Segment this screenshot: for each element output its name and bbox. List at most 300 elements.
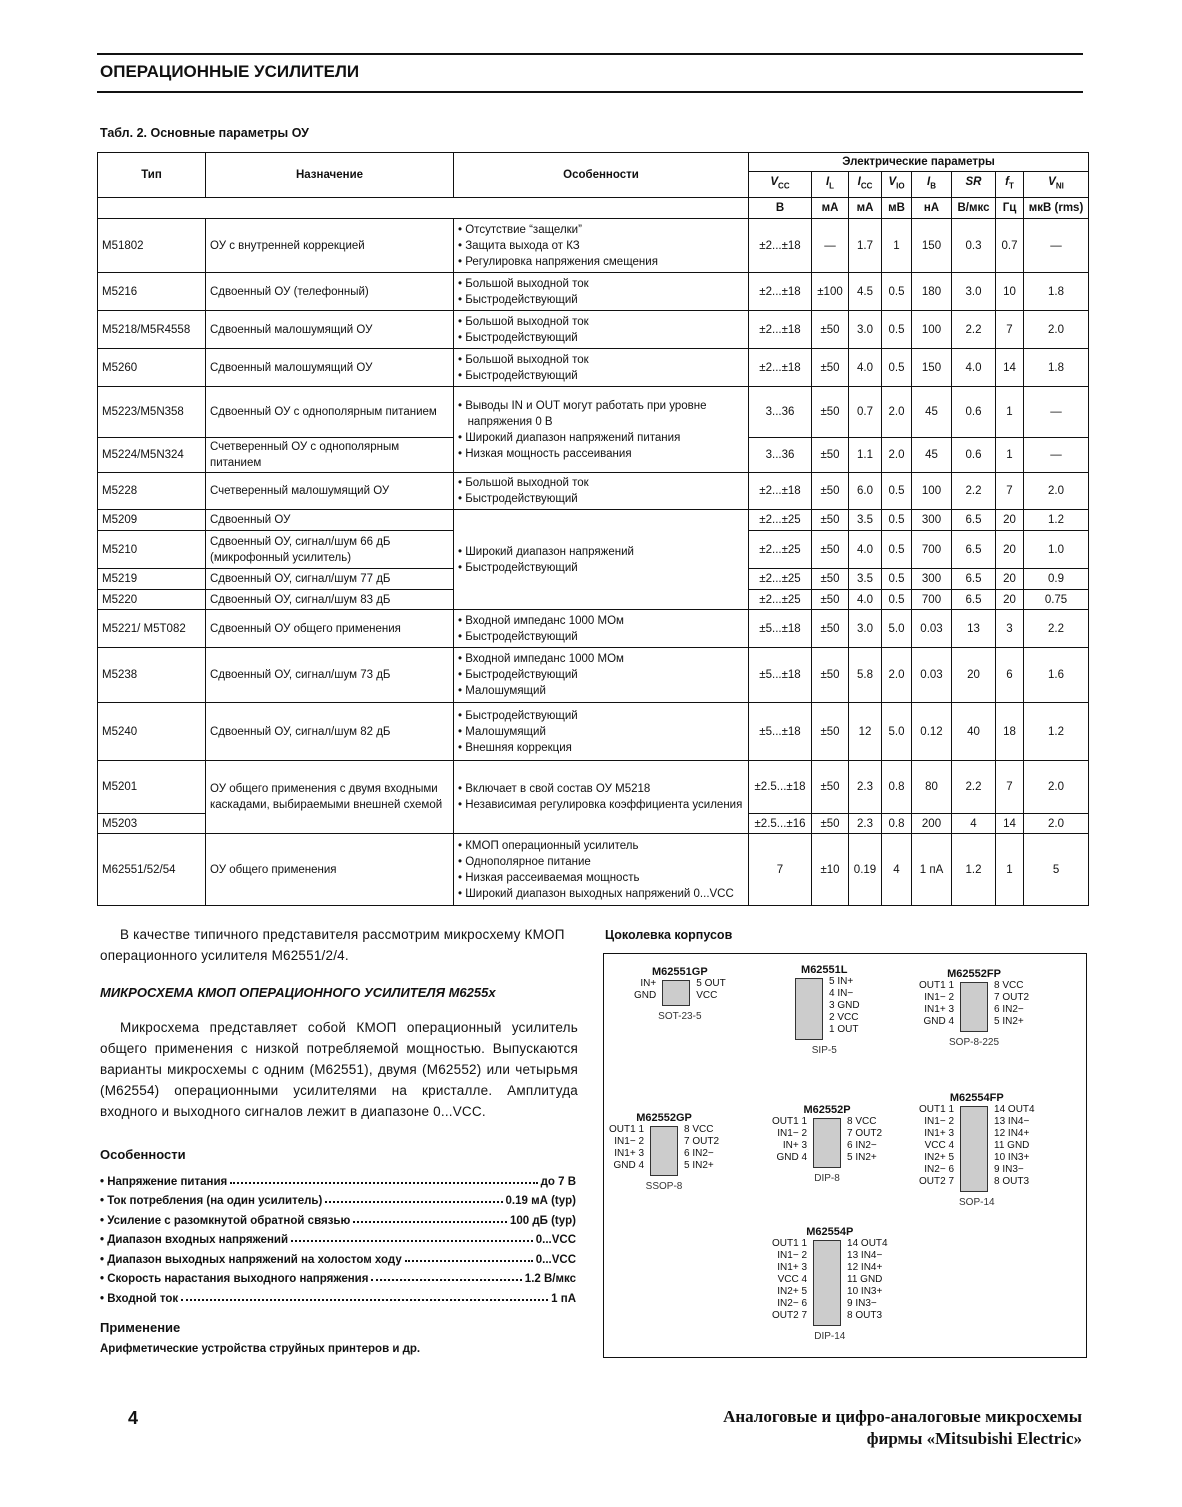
cell-param: ±50 bbox=[812, 438, 849, 473]
feature-line: • Диапазон входных напряжений 0...VCC bbox=[100, 1234, 576, 1246]
cell-purpose: ОУ с внутренней коррекцией bbox=[206, 219, 454, 273]
cell-param: 0.5 bbox=[882, 311, 912, 349]
cell-type: M5201 bbox=[98, 761, 206, 814]
top-rule bbox=[97, 53, 1083, 55]
page-number: 4 bbox=[128, 1408, 139, 1428]
cell-features bbox=[454, 648, 749, 703]
cell-param: ±50 bbox=[812, 590, 849, 610]
param-unit: мА bbox=[812, 198, 849, 219]
pin-label: IN2+ 5 bbox=[924, 1152, 955, 1163]
pin-label: OUT1 1 bbox=[772, 1116, 808, 1127]
table-row bbox=[98, 610, 1089, 648]
feature-line: • Диапазон выходных напряжений на холостом ходу 0...VCC bbox=[100, 1253, 576, 1266]
cell-purpose: Сдвоенный малошумящий ОУ bbox=[206, 311, 454, 349]
cell-param: 14 bbox=[996, 349, 1024, 387]
pin-label: 5 OUT bbox=[696, 978, 726, 989]
cell-param: 2.0 bbox=[882, 387, 912, 438]
feature-item: • Быстродействующий bbox=[458, 493, 578, 505]
cell-param: ±2.5...±18 bbox=[749, 761, 812, 814]
cell-param: — bbox=[1024, 219, 1089, 273]
pin-label: IN1− 2 bbox=[614, 1136, 645, 1147]
pin-label: VCC 4 bbox=[924, 1140, 955, 1151]
pin-label: OUT2 7 bbox=[772, 1310, 808, 1321]
cell-param: 20 bbox=[996, 569, 1024, 590]
cell-param: 2.2 bbox=[952, 311, 996, 349]
package-sip-5 bbox=[789, 964, 860, 1057]
cell-param: 1 bbox=[882, 219, 912, 273]
cell-param: 0.6 bbox=[952, 438, 996, 473]
cell-param: 0.75 bbox=[1024, 590, 1089, 610]
pin-label: IN1+ 3 bbox=[924, 1004, 955, 1015]
pin-label: 14 OUT4 bbox=[847, 1238, 888, 1249]
cell-param: 1.0 bbox=[1024, 531, 1089, 569]
cell-param: 1.2 bbox=[1024, 510, 1089, 531]
features-title: Особенности bbox=[100, 1147, 186, 1162]
cell-param: ±2...±18 bbox=[749, 473, 812, 510]
package-sot-23-5 bbox=[634, 966, 726, 1023]
pin-label: 4 IN− bbox=[829, 988, 854, 999]
chip-body bbox=[813, 1240, 841, 1326]
cell-param: 300 bbox=[912, 510, 952, 531]
cell-param: 45 bbox=[912, 438, 952, 473]
cell-param: ±10 bbox=[812, 834, 849, 906]
cell-param: 2.2 bbox=[952, 761, 996, 814]
feature-line: • Ток потребления (на один усилитель) 0.19 мА (typ) bbox=[100, 1195, 576, 1207]
cell-param: 6.0 bbox=[849, 473, 882, 510]
pin-label: OUT2 7 bbox=[919, 1176, 955, 1187]
param-header: $I_L$ bbox=[812, 172, 849, 198]
cell-param: ±50 bbox=[812, 814, 849, 834]
pin-label: 9 IN3− bbox=[847, 1298, 877, 1309]
cell-param: 2.3 bbox=[849, 814, 882, 834]
cell-param: 0.03 bbox=[912, 610, 952, 648]
pin-label: 5 IN2+ bbox=[847, 1152, 877, 1163]
cell-param: ±2...±18 bbox=[749, 273, 812, 311]
feature-item: • Низкая мощность рассеивания bbox=[458, 447, 632, 460]
cell-type: M5216 bbox=[98, 273, 206, 311]
package-name: M62554FP bbox=[949, 1092, 1004, 1104]
feature-item: • Широкий диапазон выходных напряжений 0...VCC bbox=[458, 887, 734, 900]
section-paragraph: Микросхема представляет собой КМОП операционный усилитель общего применения с низкой потребляемой мощностью. Выпускаются варианты микросхемы с одним (M62551), двумя (M62552) или четырьмя (M62554) операционными усилителями на кристалле. Амплитуда входного и выходного сигналов лежит в диапазоне 0...VCC. bbox=[100, 1020, 578, 1119]
feature-item: • Быстродействующий bbox=[458, 369, 578, 382]
cell-param: 0.5 bbox=[882, 273, 912, 311]
feature-item: • Широкий диапазон напряжений питания bbox=[458, 431, 681, 444]
pin-label: 2 VCC bbox=[829, 1012, 859, 1023]
package-type: SOT-23-5 bbox=[658, 1011, 702, 1022]
pin-label: OUT1 1 bbox=[772, 1238, 808, 1249]
pin-label: 8 VCC bbox=[847, 1116, 877, 1127]
pin-label: IN1+ 3 bbox=[777, 1262, 808, 1273]
cell-param: 10 bbox=[996, 273, 1024, 311]
feature-item: • Большой выходной ток bbox=[458, 477, 589, 489]
cell-param: 0.5 bbox=[882, 531, 912, 569]
cell-param: ±50 bbox=[812, 610, 849, 648]
chip-body bbox=[650, 1126, 678, 1176]
table-row bbox=[98, 219, 1089, 273]
pin-label: 13 IN4− bbox=[994, 1116, 1030, 1127]
param-unit: мкВ (rms) bbox=[1024, 198, 1089, 219]
cell-param: ±5...±18 bbox=[749, 703, 812, 761]
cell-param: 3.0 bbox=[849, 610, 882, 648]
package-name: M62551L bbox=[801, 964, 848, 976]
chip-body bbox=[960, 982, 988, 1032]
cell-param: 80 bbox=[912, 761, 952, 814]
package-name: M62554P bbox=[806, 1226, 854, 1238]
table-row bbox=[98, 349, 1089, 387]
cell-param: 0.12 bbox=[912, 703, 952, 761]
cell-param: 18 bbox=[996, 703, 1024, 761]
table-row bbox=[98, 703, 1089, 761]
feature-item: • Регулировка напряжения смещения bbox=[458, 255, 658, 268]
pin-label: 6 IN2− bbox=[994, 1004, 1024, 1015]
feature-item: • Широкий диапазон напряжений bbox=[458, 545, 634, 558]
pin-label: IN1+ 3 bbox=[924, 1128, 955, 1139]
cell-param: ±50 bbox=[812, 648, 849, 703]
package-name: M62552FP bbox=[947, 968, 1001, 980]
feature-item: • Отсутствие “защелки” bbox=[458, 223, 582, 236]
cell-param: ±2...±25 bbox=[749, 510, 812, 531]
cell-features bbox=[454, 473, 749, 510]
package-type: SIP-5 bbox=[811, 1045, 837, 1056]
cell-param: 1.6 bbox=[1024, 648, 1089, 703]
pin-label: OUT1 1 bbox=[919, 980, 955, 991]
features-list bbox=[100, 1168, 576, 1305]
cell-param: — bbox=[1024, 387, 1089, 438]
param-unit: В/мкс bbox=[952, 198, 996, 219]
cell-purpose: ОУ общего применения с двумя входными каскадами, выбираемыми внешней схемой bbox=[206, 761, 454, 834]
cell-param: 7 bbox=[749, 834, 812, 906]
cell-type: M5238 bbox=[98, 648, 206, 703]
cell-param: ±50 bbox=[812, 569, 849, 590]
pin-label: IN1− 2 bbox=[924, 992, 955, 1003]
package-ssop-8 bbox=[609, 1112, 719, 1193]
cell-param: 5.8 bbox=[849, 648, 882, 703]
cell-param: 2.0 bbox=[1024, 311, 1089, 349]
cell-type: M5240 bbox=[98, 703, 206, 761]
cell-param: 0.7 bbox=[996, 219, 1024, 273]
cell-param: 3.5 bbox=[849, 569, 882, 590]
pin-label: 11 GND bbox=[847, 1274, 883, 1285]
chip-body bbox=[960, 1106, 988, 1192]
cell-param: 1 bbox=[996, 387, 1024, 438]
cell-param: 150 bbox=[912, 219, 952, 273]
feature-item: • Входной импеданс 1000 МОм bbox=[458, 614, 624, 627]
chip-body bbox=[813, 1118, 841, 1168]
table-row bbox=[98, 387, 1089, 438]
cell-type: M5221/ M5T082 bbox=[98, 610, 206, 648]
cell-param: 2.3 bbox=[849, 761, 882, 814]
param-header: SR bbox=[952, 172, 996, 198]
pin-label: 9 IN3− bbox=[994, 1164, 1024, 1175]
param-header: $f_T$ bbox=[996, 172, 1024, 198]
cell-param: 0.5 bbox=[882, 569, 912, 590]
cell-param: — bbox=[1024, 438, 1089, 473]
cell-param: 20 bbox=[996, 531, 1024, 569]
pin-label: 1 OUT bbox=[829, 1024, 859, 1035]
pin-label: 5 IN2+ bbox=[684, 1160, 714, 1171]
pin-label: IN2+ 5 bbox=[777, 1286, 808, 1297]
pinout-title: Цоколевка корпусов bbox=[605, 928, 733, 942]
cell-type: M5224/M5N324 bbox=[98, 438, 206, 473]
cell-param: 2.0 bbox=[1024, 761, 1089, 814]
cell-param: ±100 bbox=[812, 273, 849, 311]
pin-label: VCC 4 bbox=[777, 1274, 808, 1285]
pinout-diagram bbox=[603, 953, 1087, 1358]
table-row bbox=[98, 510, 1089, 531]
feature-item: • Быстродействующий bbox=[458, 561, 578, 574]
cell-features bbox=[454, 273, 749, 311]
cell-features bbox=[454, 510, 749, 610]
header-electrical: Электрические параметры bbox=[749, 153, 1089, 172]
cell-param: 5.0 bbox=[882, 610, 912, 648]
param-unit: мА bbox=[849, 198, 882, 219]
cell-param: 4.0 bbox=[952, 349, 996, 387]
cell-purpose: Сдвоенный малошумящий ОУ bbox=[206, 349, 454, 387]
pin-label: IN2− 6 bbox=[924, 1164, 955, 1175]
cell-param: 700 bbox=[912, 531, 952, 569]
cell-param: 20 bbox=[996, 590, 1024, 610]
feature-item: • Выводы IN и OUT могут работать при уровне bbox=[458, 399, 707, 412]
cell-type: M62551/52/54 bbox=[98, 834, 206, 906]
cell-param: 7 bbox=[996, 311, 1024, 349]
page-header: ОПЕРАЦИОННЫЕ УСИЛИТЕЛИ bbox=[100, 62, 360, 81]
cell-param: 2.0 bbox=[1024, 814, 1089, 834]
feature-line: • Усиление с разомкнутой обратной связью 100 дБ (typ) bbox=[100, 1214, 576, 1227]
feature-item: • Малошумящий bbox=[458, 725, 546, 738]
package-type: SOP-8-225 bbox=[949, 1037, 1000, 1048]
feature-item: • Включает в свой состав ОУ M5218 bbox=[458, 783, 651, 795]
param-unit: мВ bbox=[882, 198, 912, 219]
pin-label: IN1+ 3 bbox=[614, 1148, 645, 1159]
cell-param: 0.3 bbox=[952, 219, 996, 273]
pin-label: 3 GND bbox=[829, 1000, 860, 1011]
header-features: Особенности bbox=[454, 153, 749, 198]
pin-label: 7 OUT2 bbox=[994, 992, 1030, 1003]
cell-param: ±50 bbox=[812, 473, 849, 510]
chip-body bbox=[795, 978, 823, 1040]
cell-type: M5223/M5N358 bbox=[98, 387, 206, 438]
pin-label: 8 VCC bbox=[684, 1124, 714, 1135]
feature-item: • КМОП операционный усилитель bbox=[458, 839, 639, 852]
cell-param: 2.0 bbox=[882, 438, 912, 473]
package-sop-8-225 bbox=[919, 968, 1029, 1049]
cell-param: 200 bbox=[912, 814, 952, 834]
cell-param: 40 bbox=[952, 703, 996, 761]
cell-param: 150 bbox=[912, 349, 952, 387]
cell-param: 100 bbox=[912, 473, 952, 510]
pin-label: 7 OUT2 bbox=[847, 1128, 883, 1139]
cell-param: 1.2 bbox=[1024, 703, 1089, 761]
cell-param: ±50 bbox=[812, 703, 849, 761]
feature-item: • Быстродействующий bbox=[458, 293, 578, 306]
cell-param: 4.5 bbox=[849, 273, 882, 311]
cell-purpose: ОУ общего применения bbox=[206, 834, 454, 906]
pin-label: 5 IN+ bbox=[829, 976, 854, 987]
cell-features bbox=[454, 219, 749, 273]
table-row bbox=[98, 648, 1089, 703]
package-type: SOP-14 bbox=[959, 1197, 995, 1208]
pin-label: IN1− 2 bbox=[924, 1116, 955, 1127]
cell-param: 1.1 bbox=[849, 438, 882, 473]
pin-label: VCC bbox=[696, 990, 718, 1001]
cell-param: 0.5 bbox=[882, 473, 912, 510]
pin-label: 6 IN2− bbox=[684, 1148, 714, 1159]
pin-label: 8 OUT3 bbox=[994, 1176, 1030, 1187]
pin-label: 12 IN4+ bbox=[847, 1262, 883, 1273]
pin-label: IN+ bbox=[640, 978, 657, 989]
cell-features bbox=[454, 610, 749, 648]
package-sop-14 bbox=[919, 1092, 1035, 1209]
pin-label: 5 IN2+ bbox=[994, 1016, 1024, 1027]
cell-param: ±2...±18 bbox=[749, 219, 812, 273]
package-name: M62551GP bbox=[652, 966, 708, 978]
feature-item: • Малошумящий bbox=[458, 685, 546, 697]
table-caption: Табл. 2. Основные параметры ОУ bbox=[100, 126, 309, 140]
feature-item: • Входной импеданс 1000 МОм bbox=[458, 653, 624, 665]
intro-paragraph: В качестве типичного представителя рассмотрим микросхему КМОП операционного усилителя M62551/2/4. bbox=[100, 927, 565, 963]
header-spacer bbox=[98, 198, 749, 219]
cell-purpose: Сдвоенный ОУ, сигнал/шум 66 дБ (микрофонный усилитель) bbox=[206, 531, 454, 569]
cell-param: 0.8 bbox=[882, 814, 912, 834]
cell-purpose: Сдвоенный ОУ, сигнал/шум 77 дБ bbox=[206, 569, 454, 590]
cell-param: 4.0 bbox=[849, 531, 882, 569]
section-title: МИКРОСХЕМА КМОП ОПЕРАЦИОННОГО УСИЛИТЕЛЯ M6255x bbox=[100, 985, 496, 1000]
cell-purpose: Сдвоенный ОУ, сигнал/шум 82 дБ bbox=[206, 703, 454, 761]
cell-param: 300 bbox=[912, 569, 952, 590]
cell-param: 0.8 bbox=[882, 761, 912, 814]
cell-param: 12 bbox=[849, 703, 882, 761]
cell-purpose: Счетверенный малошумящий ОУ bbox=[206, 473, 454, 510]
cell-param: 6.5 bbox=[952, 569, 996, 590]
cell-param: 0.7 bbox=[849, 387, 882, 438]
cell-param: 1 пА bbox=[912, 834, 952, 906]
feature-item: • Большой выходной ток bbox=[458, 315, 589, 328]
cell-param: 4.0 bbox=[849, 590, 882, 610]
package-dip-14 bbox=[772, 1226, 888, 1343]
cell-param: 3 bbox=[996, 610, 1024, 648]
cell-param: ±2.5...±16 bbox=[749, 814, 812, 834]
pin-label: 7 OUT2 bbox=[684, 1136, 720, 1147]
pin-label: IN2− 6 bbox=[777, 1298, 808, 1309]
feature-item: • Однополярное питание bbox=[458, 855, 591, 868]
package-type: DIP-14 bbox=[814, 1331, 846, 1342]
pin-label: 6 IN2− bbox=[847, 1140, 877, 1151]
cell-type: M5210 bbox=[98, 531, 206, 569]
table-row bbox=[98, 273, 1089, 311]
cell-param: 14 bbox=[996, 814, 1024, 834]
cell-param: 1.2 bbox=[952, 834, 996, 906]
feature-item: • Большой выходной ток bbox=[458, 353, 589, 366]
cell-param: ±50 bbox=[812, 510, 849, 531]
package-type: DIP-8 bbox=[814, 1173, 840, 1184]
pin-label: OUT1 1 bbox=[609, 1124, 645, 1135]
table-row bbox=[98, 311, 1089, 349]
cell-param: ±50 bbox=[812, 311, 849, 349]
pin-label: 8 VCC bbox=[994, 980, 1024, 991]
pin-label: IN1− 2 bbox=[777, 1250, 808, 1261]
cell-param: 2.0 bbox=[1024, 473, 1089, 510]
cell-param: 0.5 bbox=[882, 510, 912, 531]
cell-param: ±2...±18 bbox=[749, 349, 812, 387]
cell-param: 3.5 bbox=[849, 510, 882, 531]
cell-param: 5 bbox=[1024, 834, 1089, 906]
cell-purpose: Сдвоенный ОУ bbox=[206, 510, 454, 531]
cell-param: 3.0 bbox=[849, 311, 882, 349]
package-type: SSOP-8 bbox=[645, 1181, 683, 1192]
cell-param: 1 bbox=[996, 834, 1024, 906]
cell-type: M5209 bbox=[98, 510, 206, 531]
header-purpose: Назначение bbox=[206, 153, 454, 198]
cell-param: 0.6 bbox=[952, 387, 996, 438]
header-type: Тип bbox=[98, 153, 206, 198]
cell-param: ±5...±18 bbox=[749, 610, 812, 648]
feature-item: • Независимая регулировка коэффициента усиления bbox=[458, 799, 743, 811]
cell-param: 1.8 bbox=[1024, 349, 1089, 387]
package-name: M62552P bbox=[803, 1104, 851, 1116]
cell-param: 0.5 bbox=[882, 590, 912, 610]
feature-item: напряжения 0 В bbox=[464, 415, 553, 428]
cell-param: 100 bbox=[912, 311, 952, 349]
param-unit: Гц bbox=[996, 198, 1024, 219]
cell-param: 0.03 bbox=[912, 648, 952, 703]
cell-param: 20 bbox=[952, 648, 996, 703]
param-header: $I_{CC}$ bbox=[849, 172, 882, 198]
package-dip-8 bbox=[772, 1104, 882, 1185]
pin-label: IN1− 2 bbox=[777, 1128, 808, 1139]
package-name: M62552GP bbox=[636, 1112, 692, 1124]
param-header: $V_{IO}$ bbox=[882, 172, 912, 198]
pin-label: GND 4 bbox=[776, 1152, 808, 1163]
cell-purpose: Сдвоенный ОУ, сигнал/шум 73 дБ bbox=[206, 648, 454, 703]
param-unit: В bbox=[749, 198, 812, 219]
pin-label: 13 IN4− bbox=[847, 1250, 883, 1261]
cell-param: 3...36 bbox=[749, 387, 812, 438]
header-rule bbox=[97, 91, 1083, 93]
footer-line: Аналоговые и цифро-аналоговые микросхемы bbox=[723, 1407, 1082, 1426]
cell-param: 2.0 bbox=[882, 648, 912, 703]
cell-type: M5220 bbox=[98, 590, 206, 610]
cell-param: ±2...±25 bbox=[749, 569, 812, 590]
cell-param: — bbox=[812, 219, 849, 273]
cell-param: 5.0 bbox=[882, 703, 912, 761]
pin-label: 8 OUT3 bbox=[847, 1310, 883, 1321]
cell-param: 700 bbox=[912, 590, 952, 610]
cell-type: M51802 bbox=[98, 219, 206, 273]
cell-purpose: Счетверенный ОУ с однополярным питанием bbox=[206, 438, 454, 473]
param-header: $V_{CC}$ bbox=[749, 172, 812, 198]
param-unit: нА bbox=[912, 198, 952, 219]
feature-line: • Скорость нарастания выходного напряжения 1.2 В/мкс bbox=[100, 1273, 576, 1285]
feature-item: • Быстродействующий bbox=[458, 709, 578, 722]
cell-param: 0.5 bbox=[882, 349, 912, 387]
cell-features bbox=[454, 761, 749, 834]
feature-line: • Напряжение питания до 7 В bbox=[100, 1175, 576, 1188]
cell-purpose: Сдвоенный ОУ общего применения bbox=[206, 610, 454, 648]
cell-param: ±2...±25 bbox=[749, 590, 812, 610]
cell-features bbox=[454, 311, 749, 349]
pin-label: GND bbox=[634, 990, 657, 1001]
cell-purpose: Сдвоенный ОУ (телефонный) bbox=[206, 273, 454, 311]
feature-item: • Большой выходной ток bbox=[458, 277, 589, 290]
cell-param: 6.5 bbox=[952, 510, 996, 531]
pin-label: GND 4 bbox=[923, 1016, 955, 1027]
table-row bbox=[98, 761, 1089, 814]
cell-param: 0.19 bbox=[849, 834, 882, 906]
application-text: Арифметические устройства струйных принтеров и др. bbox=[100, 1343, 421, 1355]
cell-param: 13 bbox=[952, 610, 996, 648]
cell-type: M5260 bbox=[98, 349, 206, 387]
param-header: $I_B$ bbox=[912, 172, 952, 198]
